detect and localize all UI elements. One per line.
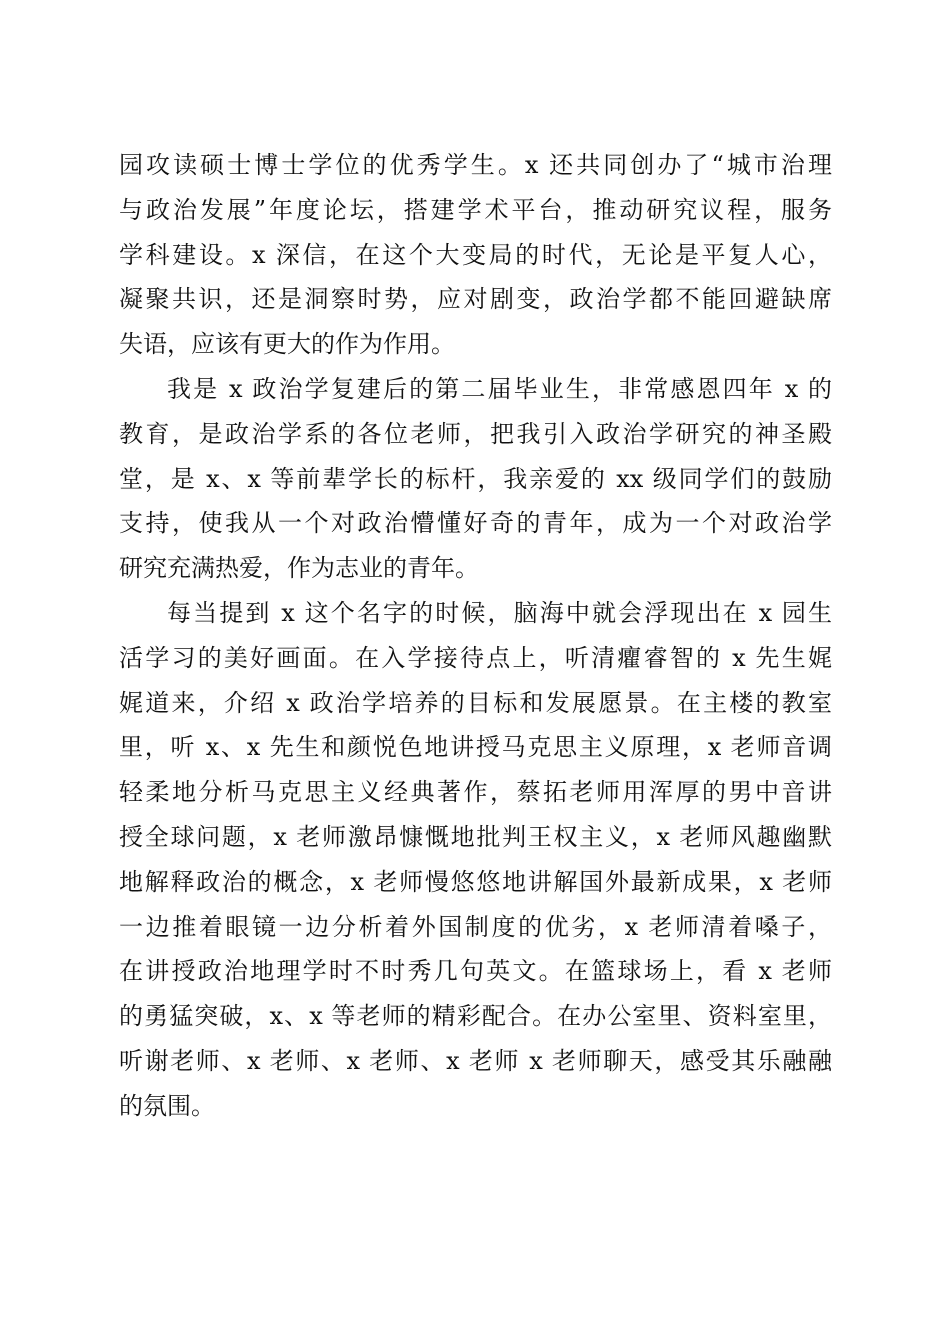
text-line: 教育，是政治学系的各位老师，把我引入政治学研究的神圣殿: [119, 419, 832, 448]
text-line: 研究充满热爱，作为志业的青年。: [119, 554, 479, 583]
text-line: 授全球问题，x 老师激昂慷慨地批判王权主义，x 老师风趣幽默: [119, 822, 832, 851]
text-line: 轻柔地分析马克思主义经典著作，蔡拓老师用浑厚的男中音讲: [119, 778, 832, 807]
text-line: 支持，使我从一个对政治懵懂好奇的青年，成为一个对政治学: [119, 509, 832, 538]
text-line: 每当提到 x 这个名字的时候，脑海中就会浮现出在 x 园生: [167, 598, 832, 627]
text-line: 失语，应该有更大的作为作用。: [119, 330, 455, 359]
paragraph-1: [119, 143, 832, 367]
document-body: [119, 143, 832, 1129]
text-line: 一边推着眼镜一边分析着外国制度的优劣，x 老师清着嗓子，: [119, 912, 832, 941]
text-line: 娓道来，介绍 x 政治学培养的目标和发展愿景。在主楼的教室: [119, 688, 832, 717]
text-line: 堂，是 x、x 等前辈学长的标杆，我亲爱的 xx 级同学们的鼓励: [119, 464, 832, 493]
text-line: 园攻读硕士博士学位的优秀学生。x 还共同创办了“城市治理: [119, 151, 832, 179]
text-line: 学科建设。x 深信，在这个大变局的时代，无论是平复人心，: [119, 240, 832, 269]
text-line: 的勇猛突破，x、x 等老师的精彩配合。在办公室里、资料室里，: [119, 1002, 832, 1031]
text-line: 在讲授政治地理学时不时秀几句英文。在篮球场上，看 x 老师: [119, 957, 832, 986]
paragraph-2: [119, 367, 832, 591]
text-line: 地解释政治的概念，x 老师慢悠悠地讲解国外最新成果，x 老师: [119, 867, 832, 896]
text-line: 里，听 x、x 先生和颜悦色地讲授马克思主义原理，x 老师音调: [119, 733, 832, 762]
paragraph-3: [119, 591, 832, 1129]
text-line: 与政治发展”年度论坛，搭建学术平台，推动研究议程，服务: [119, 195, 832, 224]
text-line: 听谢老师、x 老师、x 老师、x 老师 x 老师聊天，感受其乐融融: [119, 1046, 832, 1075]
text-line: 的氛围。: [119, 1091, 215, 1120]
text-line: 凝聚共识，还是洞察时势，应对剧变，政治学都不能回避缺席: [119, 285, 832, 314]
text-line: 我是 x 政治学复建后的第二届毕业生，非常感恩四年 x 的: [167, 374, 832, 403]
text-line: 活学习的美好画面。在入学接待点上，听清癯睿智的 x 先生娓: [119, 643, 832, 672]
